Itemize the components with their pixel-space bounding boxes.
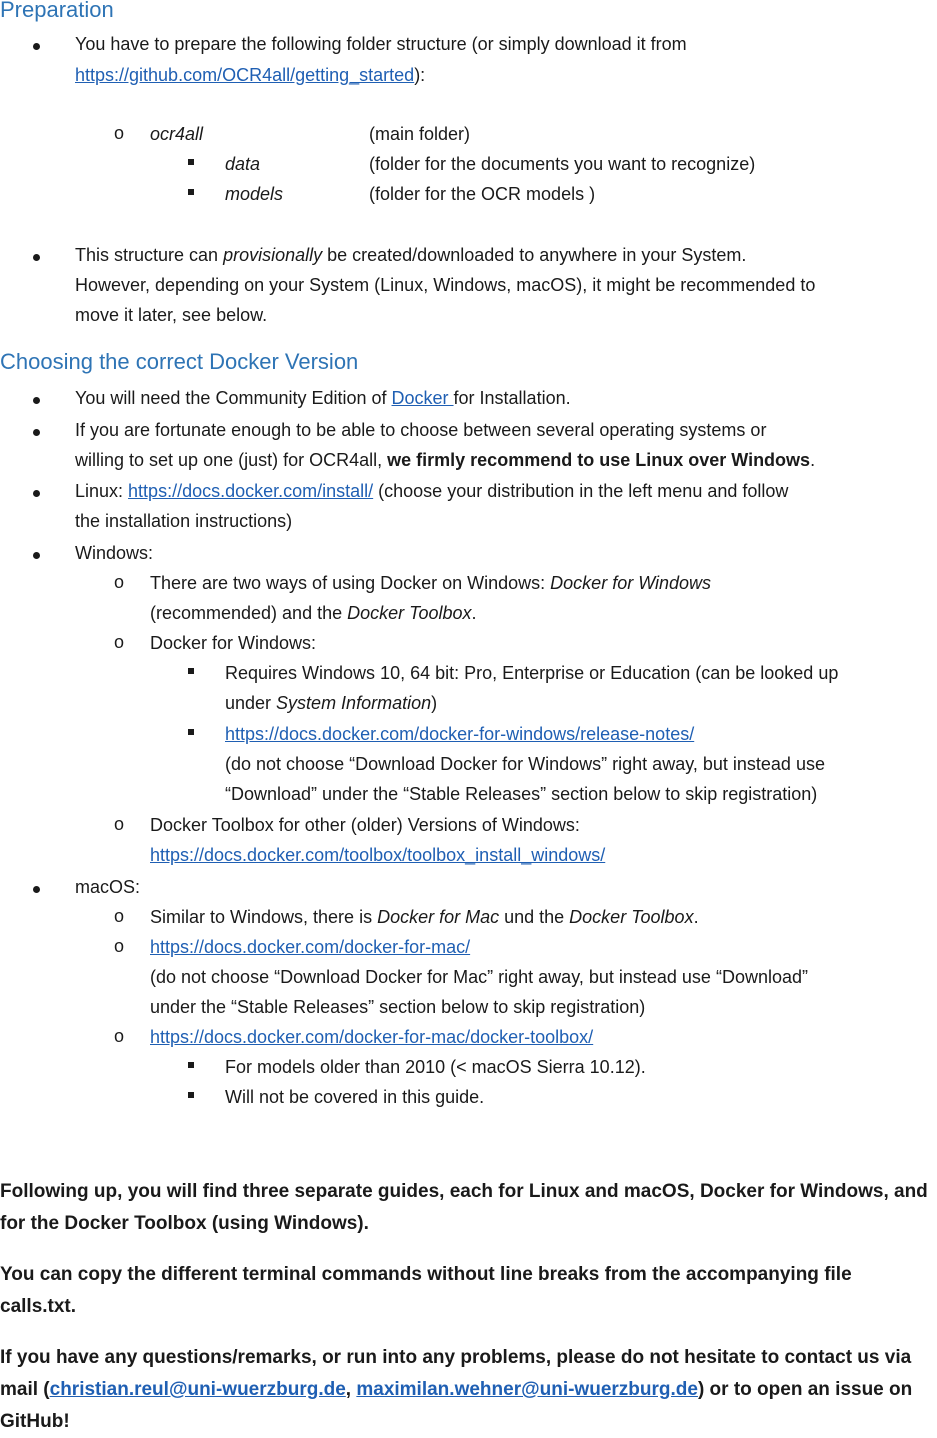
mac-sub3-item1: For models older than 2010 (< macOS Sierra 10.12).	[225, 1057, 646, 1077]
mac-sub2-line2: (do not choose “Download Docker for Mac” right away, but instead use “Download”	[150, 967, 808, 987]
prep-bullet2-line1: This structure can provisionally be created/downloaded to anywhere in your System.	[75, 245, 747, 265]
square-bullet	[188, 189, 194, 195]
win-sub1-line1: There are two ways of using Docker on Windows: Docker for Windows	[150, 573, 712, 593]
linux-line1: Linux: https://docs.docker.com/install/ (choose your distribution in the left menu and follow	[75, 481, 789, 501]
bullet-dot	[33, 254, 40, 261]
circle-bullet: o	[114, 123, 125, 143]
docker-bullet2-line2: willing to set up one (just) for OCR4all, we firmly recommend to use Linux over Windows.	[75, 450, 816, 470]
linux-line2: the installation instructions)	[75, 511, 293, 531]
mac-sub3-item2: Will not be covered in this guide.	[225, 1087, 485, 1107]
square-bullet	[188, 159, 194, 165]
prep-bullet2-line2: However, depending on your System (Linux, Windows, macOS), it might be recommended to	[75, 275, 816, 295]
closing-paragraph-3: If you have any questions/remarks, or run into any problems, please do not hesitate to contact us via mail (christian.reul@uni-wuerzburg.de, maximilan.wehner@uni-wuerzburg.de) or to open an issue on GitHub!	[0, 1347, 913, 1432]
win-sub2-item2-line2: (do not choose “Download Docker for Windows” right away, but instead use	[225, 754, 825, 774]
folder-name-models: models	[225, 184, 284, 204]
mac-docker-link[interactable]: https://docs.docker.com/docker-for-mac/	[150, 937, 471, 957]
bullet-dot	[33, 43, 40, 50]
bullet-dot	[33, 552, 40, 559]
mac-sub1: Similar to Windows, there is Docker for Mac und the Docker Toolbox.	[150, 907, 699, 927]
folder-name-ocr4all: ocr4all	[150, 124, 204, 144]
circle-bullet: o	[114, 632, 125, 652]
mac-toolbox-link[interactable]: https://docs.docker.com/docker-for-mac/docker-toolbox/	[150, 1027, 594, 1047]
mac-sub2-line3: under the “Stable Releases” section below to skip registration)	[150, 997, 646, 1017]
circle-bullet: o	[114, 906, 125, 926]
windows-label: Windows:	[75, 543, 154, 563]
circle-bullet: o	[114, 1026, 125, 1046]
win-sub1-line2: (recommended) and the Docker Toolbox.	[150, 603, 477, 623]
docker-bullet2-line1: If you are fortunate enough to be able to choose between several operating systems or	[75, 420, 767, 440]
folder-desc-data: (folder for the documents you want to recognize)	[369, 154, 756, 174]
docker-link[interactable]: Docker	[391, 388, 454, 408]
bullet-dot	[33, 886, 40, 893]
macos-label: macOS:	[75, 877, 141, 897]
bullet-dot	[33, 490, 40, 497]
square-bullet	[188, 1062, 194, 1068]
linux-install-link[interactable]: https://docs.docker.com/install/	[128, 481, 374, 501]
prep-bullet2-line3: move it later, see below.	[75, 305, 268, 325]
getting-started-link[interactable]: https://github.com/OCR4all/getting_started	[75, 65, 415, 85]
mac-docker-line	[150, 935, 470, 959]
win-sub2-item2-line3: “Download” under the “Stable Releases” section below to skip registration)	[225, 784, 818, 804]
closing-paragraph-1: Following up, you will find three separate guides, each for Linux and macOS, Docker for Windows, and for the Docker Toolbox (using Windows).	[0, 1181, 928, 1234]
mac-toolbox-line	[150, 1025, 593, 1049]
square-bullet	[188, 1092, 194, 1098]
win-toolbox-link[interactable]: https://docs.docker.com/toolbox/toolbox_install_windows/	[150, 845, 606, 865]
docker-heading: Choosing the correct Docker Version	[0, 349, 359, 374]
bullet-dot	[33, 429, 40, 436]
prep-bullet1-line1: You have to prepare the following folder structure (or simply download it from	[75, 34, 687, 54]
preparation-heading: Preparation	[0, 0, 114, 22]
square-bullet	[188, 729, 194, 735]
win-release-notes-link[interactable]: https://docs.docker.com/docker-for-windows/release-notes/	[225, 724, 695, 744]
email-link-christian[interactable]: christian.reul@uni-wuerzburg.de	[49, 1379, 346, 1400]
win-sub2-item1-line1: Requires Windows 10, 64 bit: Pro, Enterprise or Education (can be looked up	[225, 663, 839, 683]
win-sub2-label: Docker for Windows:	[150, 633, 317, 653]
prep-bullet1-line2: https://github.com/OCR4all/getting_started):	[75, 65, 426, 85]
folder-desc-ocr4all: (main folder)	[369, 124, 471, 144]
win-release-notes-line	[225, 722, 694, 746]
win-sub3-label: Docker Toolbox for other (older) Versions of Windows:	[150, 815, 580, 835]
circle-bullet: o	[114, 936, 125, 956]
win-toolbox-line	[150, 843, 605, 867]
win-sub2-item1-line2: under System Information)	[225, 693, 438, 713]
folder-name-data: data	[225, 154, 261, 174]
circle-bullet: o	[114, 814, 125, 834]
email-link-maximilan[interactable]: maximilan.wehner@uni-wuerzburg.de	[356, 1379, 698, 1400]
bullet-dot	[33, 397, 40, 404]
docker-bullet1: You will need the Community Edition of Docker for Installation.	[75, 388, 571, 408]
folder-desc-models: (folder for the OCR models )	[369, 184, 596, 204]
circle-bullet: o	[114, 572, 125, 592]
square-bullet	[188, 668, 194, 674]
closing-paragraph-2: You can copy the different terminal commands without line breaks from the accompanying file calls.txt.	[0, 1264, 852, 1317]
